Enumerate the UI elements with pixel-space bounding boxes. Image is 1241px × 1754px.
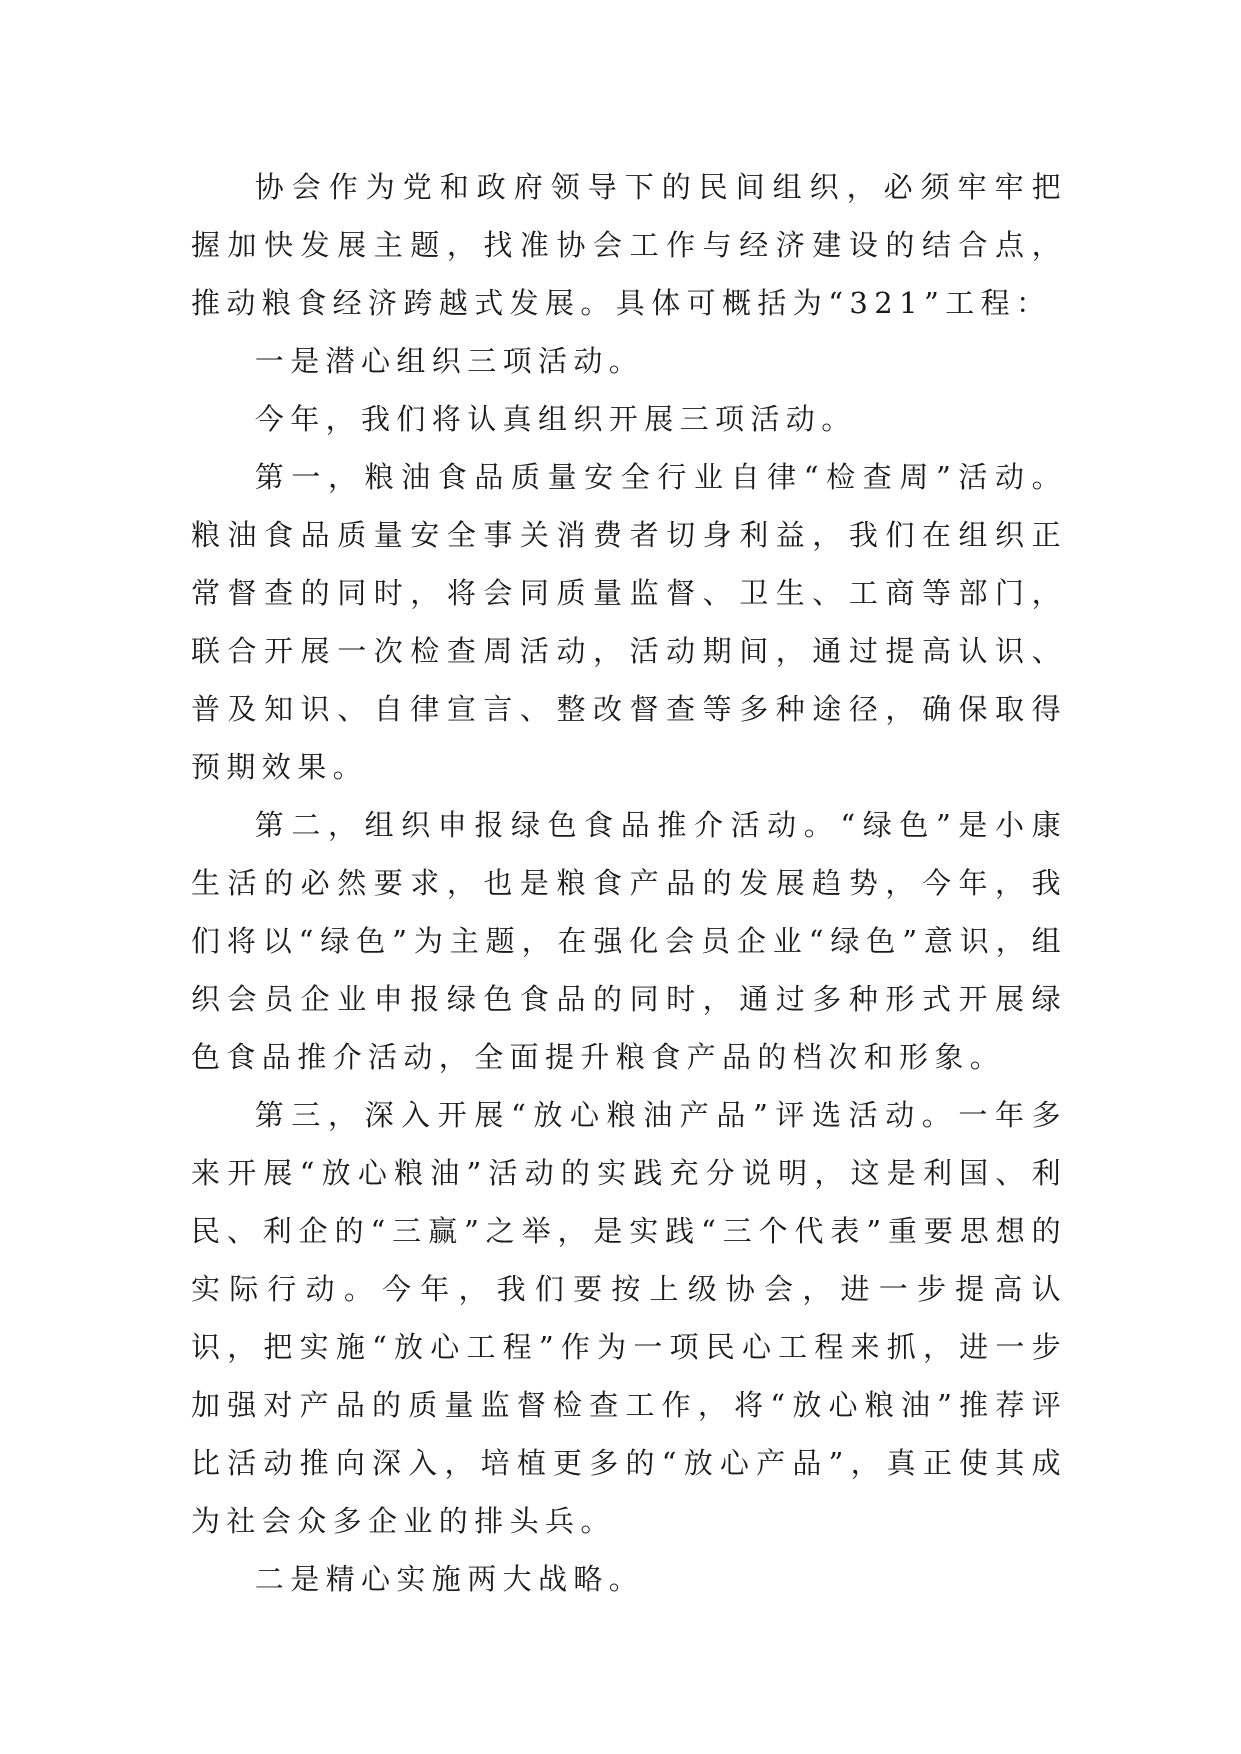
section-heading-one: 一是潜心组织三项活动。 [254, 344, 645, 378]
paragraph-third-activity: 第三，深入开展“放心粮油产品”评选活动。一年多来开展“放心粮油”活动的实践充分说明，这是利国、利民、利企的“三赢”之举，是实践“三个代表”重要思想的实际行动。今年，我们要按上级协会，进一步提高认识，把实施“放心工程”作为一项民心工程来抓，进一步加强对产品的质量监督检查工作，将“放心粮油”推荐评比活动推向深入，培植更多的“放心产品”，真正使其成为社会众多企业的排头兵。 [191, 1098, 1067, 1538]
paragraph-this-year: 今年，我们将认真组织开展三项活动。 [254, 402, 857, 436]
section-heading-two: 二是精心实施两大战略。 [254, 1562, 645, 1596]
document-body [191, 158, 1067, 1608]
paragraph-first-activity: 第一，粮油食品质量安全行业自律“检查周”活动。粮油食品质量安全事关消费者切身利益，我们在组织正常督查的同时，将会同质量监督、卫生、工商等部门，联合开展一次检查周活动，活动期间，通过提高认识、普及知识、自律宣言、整改督查等多种途径，确保取得预期效果。 [191, 460, 1067, 784]
paragraph-second-activity: 第二，组织申报绿色食品推介活动。“绿色”是小康生活的必然要求，也是粮食产品的发展趋势，今年，我们将以“绿色”为主题，在强化会员企业“绿色”意识，组织会员企业申报绿色食品的同时，通过多种形式开展绿色食品推介活动，全面提升粮食产品的档次和形象。 [191, 808, 1067, 1074]
paragraph-intro: 协会作为党和政府领导下的民间组织，必须牢牢把握加快发展主题，找准协会工作与经济建设的结合点，推动粮食经济跨越式发展。具体可概括为“321”工程： [191, 170, 1067, 320]
